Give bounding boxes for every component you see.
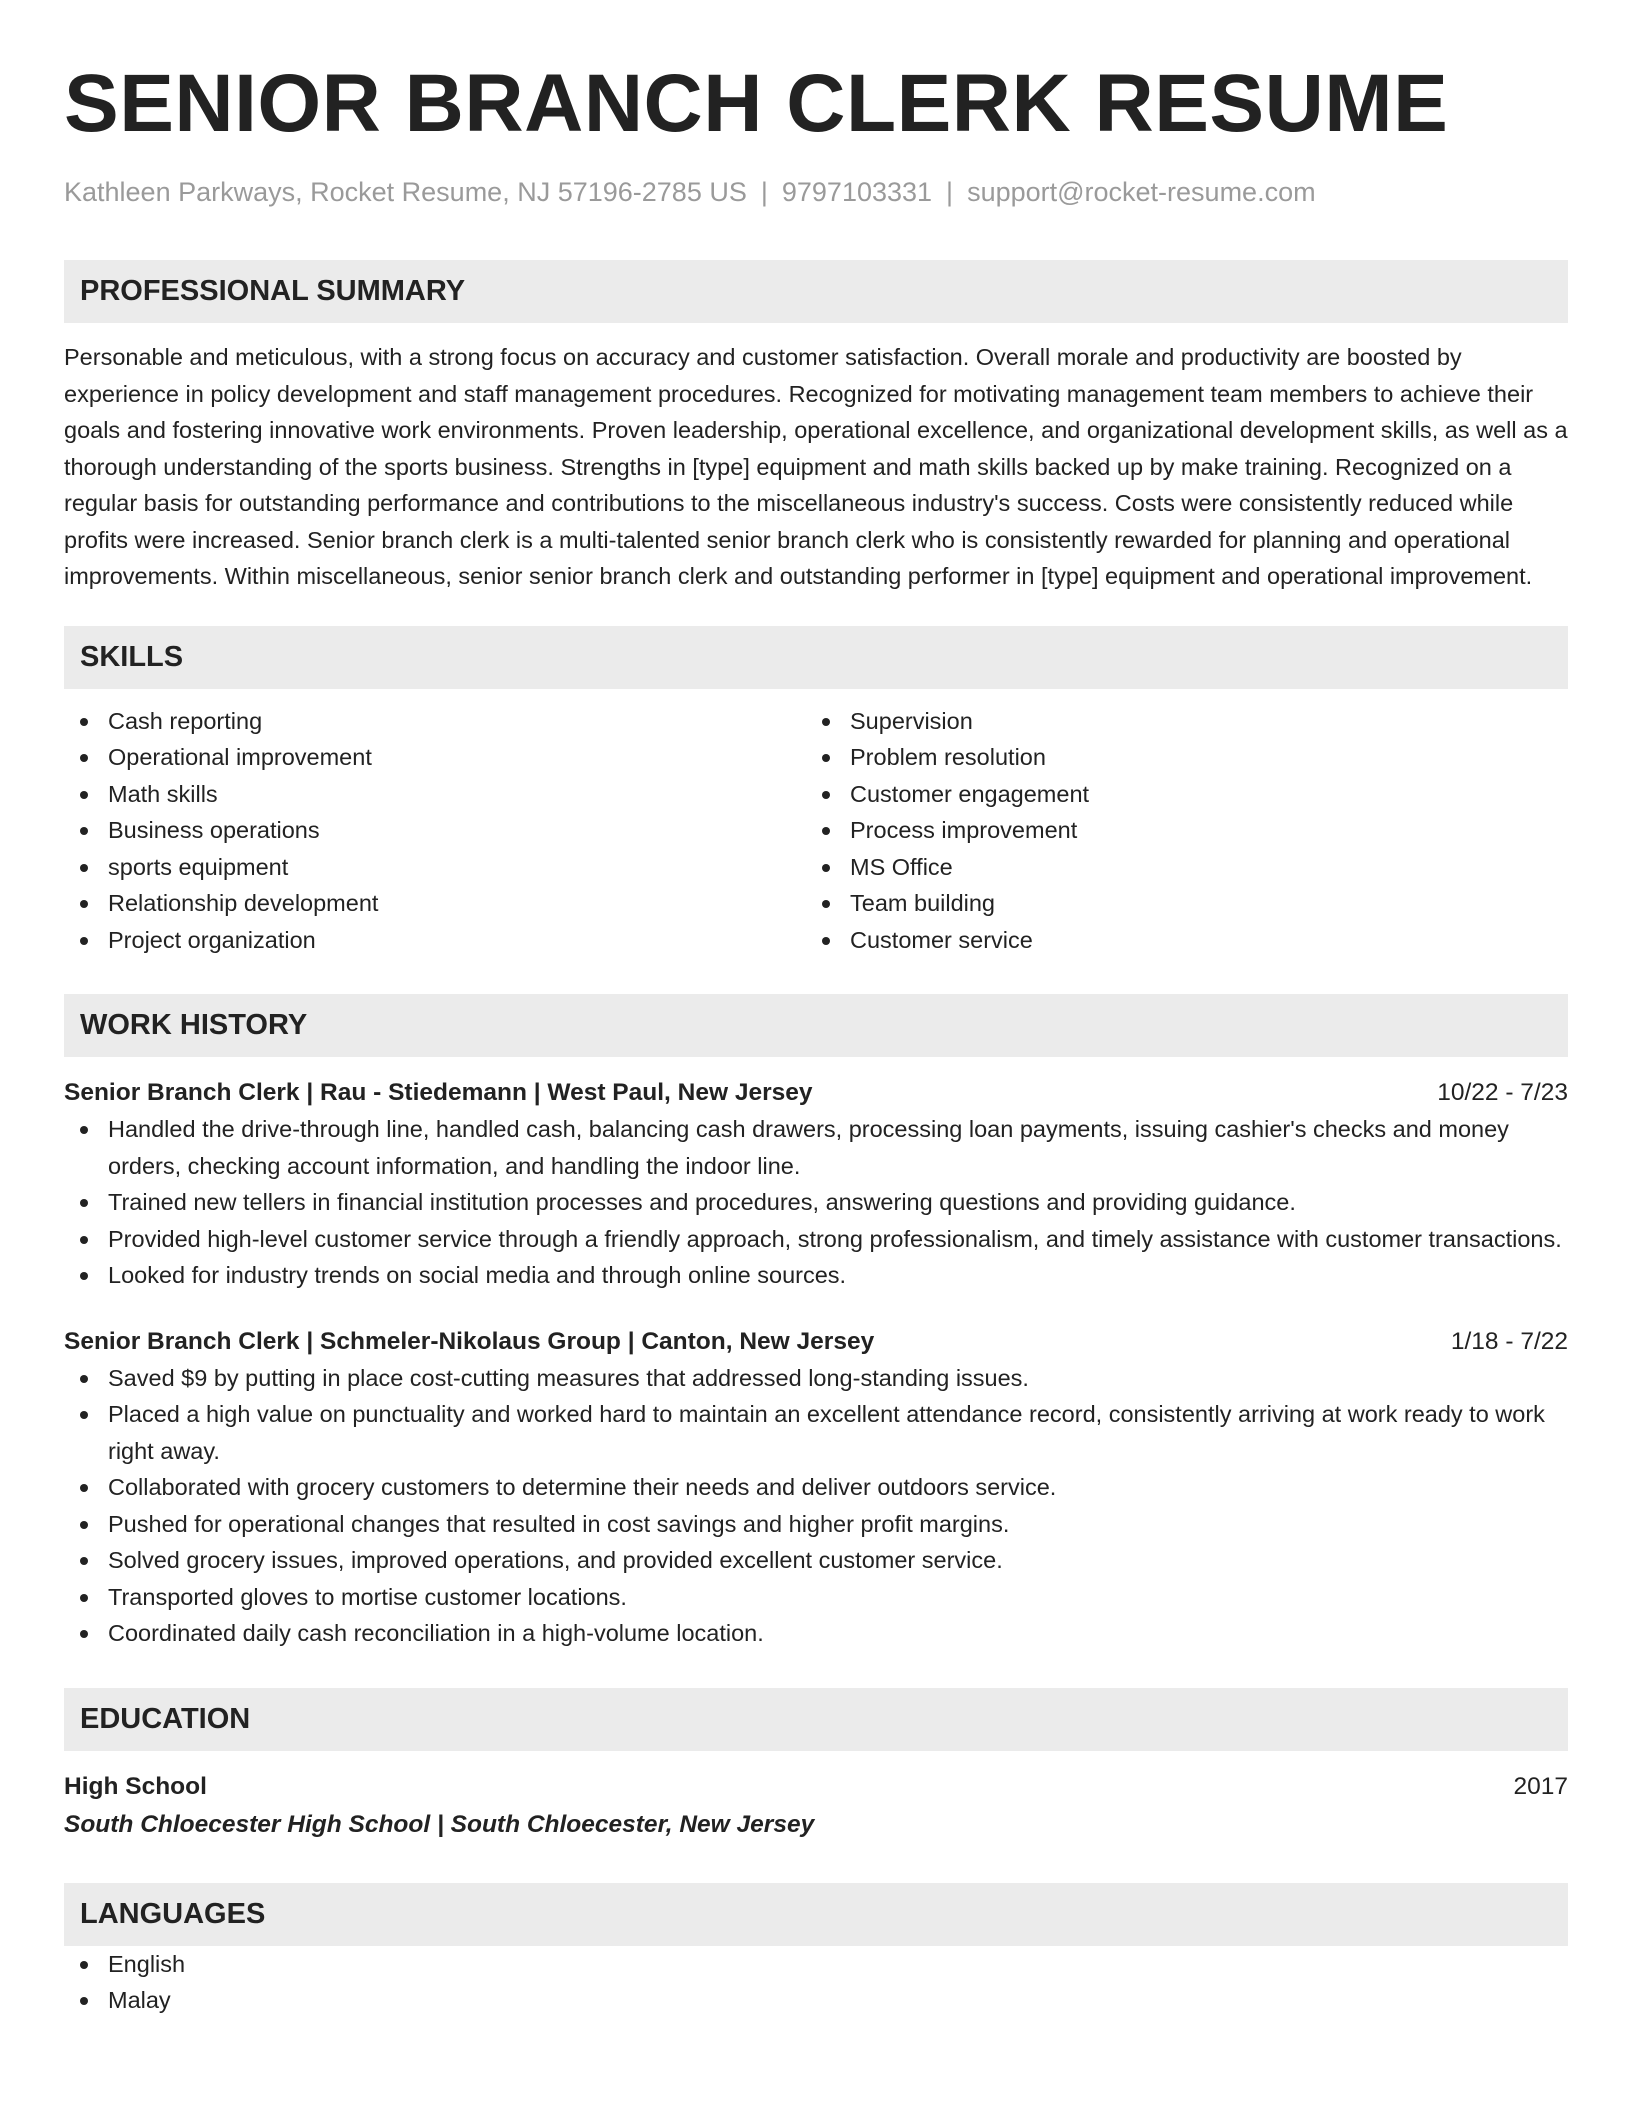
education-school: South Chloecester High School | South Chloecester, New Jersey bbox=[64, 1810, 815, 1838]
job-bullets bbox=[64, 1111, 1568, 1294]
skill-item: Supervision bbox=[806, 703, 1548, 740]
job-bullet: Coordinated daily cash reconciliation in a high-volume location. bbox=[64, 1615, 1568, 1652]
section-header-summary: PROFESSIONAL SUMMARY bbox=[64, 260, 1568, 323]
resume-title: SENIOR BRANCH CLERK RESUME bbox=[64, 58, 1449, 149]
languages-list bbox=[64, 1946, 1568, 2019]
contact-phone: 9797103331 bbox=[781, 177, 933, 207]
skill-item: Customer engagement bbox=[806, 776, 1548, 813]
section-header-education: EDUCATION bbox=[64, 1688, 1568, 1751]
job-title: Senior Branch Clerk | Rau - Stiedemann | West Paul, New Jersey bbox=[64, 1079, 813, 1106]
job-dates: 1/18 - 7/22 bbox=[1450, 1327, 1568, 1355]
contact-line bbox=[64, 174, 1568, 210]
job-bullet: Placed a high value on punctuality and worked hard to maintain an excellent attendance record, consistently arriving at work ready to work right away. bbox=[64, 1396, 1568, 1469]
skills-list bbox=[64, 703, 1568, 959]
job-bullets bbox=[64, 1360, 1568, 1652]
job-bullet: Solved grocery issues, improved operations, and provided excellent customer service. bbox=[64, 1542, 1568, 1579]
skill-item: Team building bbox=[806, 885, 1548, 922]
language-item: English bbox=[64, 1946, 1568, 1983]
job-bullet: Handled the drive-through line, handled cash, balancing cash drawers, processing loan payments, issuing cashier's checks and money orders, checking account information, and handling the indoor line. bbox=[64, 1111, 1568, 1184]
education-entry-header bbox=[64, 1769, 1568, 1805]
section-header-languages: LANGUAGES bbox=[64, 1883, 1568, 1946]
job-bullet: Trained new tellers in financial institution processes and procedures, answering questions and providing guidance. bbox=[64, 1184, 1568, 1221]
skill-item: Relationship development bbox=[64, 885, 806, 922]
skill-item: Project organization bbox=[64, 922, 806, 959]
job-dates: 10/22 - 7/23 bbox=[1437, 1079, 1568, 1106]
skill-item: Cash reporting bbox=[64, 703, 806, 740]
skills-column-right bbox=[806, 703, 1548, 959]
summary-text: Personable and meticulous, with a strong focus on accuracy and customer satisfaction. Overall morale and productivity are boosted by experience in policy development and staff management procedures. Recognized for motivating management team members to achieve their goals and fostering innovative work environments. Proven leadership, operational excellence, and organizational development skills, as well as a thorough understanding of the sports business. Strengths in [type] equipment and math skills backed up by make training. Recognized on a regular basis for outstanding performance and contributions to the miscellaneous industry's success. Costs were consistently reduced while profits were increased. Senior branch clerk is a multi-talented senior branch clerk who is consistently rewarded for planning and operational improvements. Within miscellaneous, senior senior branch clerk and outstanding performer in [type] equipment and operational improvement. bbox=[64, 344, 1568, 589]
skills-column-left bbox=[64, 703, 806, 959]
section-header-work-history: WORK HISTORY bbox=[64, 994, 1568, 1057]
contact-email: support@rocket-resume.com bbox=[967, 177, 1316, 207]
contact-separator: | bbox=[760, 177, 768, 207]
job-bullet: Transported gloves to mortise customer locations. bbox=[64, 1579, 1568, 1616]
job-bullet: Collaborated with grocery customers to determine their needs and deliver outdoors service. bbox=[64, 1469, 1568, 1506]
education-degree: High School bbox=[64, 1772, 207, 1800]
skill-item: Process improvement bbox=[806, 812, 1548, 849]
skill-item: Operational improvement bbox=[64, 739, 806, 776]
contact-address: Kathleen Parkways, Rocket Resume, NJ 57196-2785 US bbox=[64, 177, 747, 207]
skill-item: Customer service bbox=[806, 922, 1548, 959]
language-item: Malay bbox=[64, 1982, 1568, 2019]
job-bullet: Pushed for operational changes that resulted in cost savings and higher profit margins. bbox=[64, 1506, 1568, 1543]
job-bullet: Looked for industry trends on social media and through online sources. bbox=[64, 1257, 1568, 1294]
skill-item: MS Office bbox=[806, 849, 1548, 886]
job-bullet: Provided high-level customer service through a friendly approach, strong professionalism, and timely assistance with customer transactions. bbox=[64, 1221, 1568, 1258]
job-bullet: Saved $9 by putting in place cost-cutting measures that addressed long-standing issues. bbox=[64, 1360, 1568, 1397]
education-year: 2017 bbox=[1513, 1772, 1568, 1800]
skill-item: Problem resolution bbox=[806, 739, 1548, 776]
contact-separator: | bbox=[946, 177, 954, 207]
job-entry-header bbox=[64, 1324, 1568, 1360]
skill-item: Business operations bbox=[64, 812, 806, 849]
job-entry-header bbox=[64, 1075, 1568, 1111]
job-title: Senior Branch Clerk | Schmeler-Nikolaus Group | Canton, New Jersey bbox=[64, 1327, 875, 1355]
section-header-skills: SKILLS bbox=[64, 626, 1568, 689]
skill-item: sports equipment bbox=[64, 849, 806, 886]
skill-item: Math skills bbox=[64, 776, 806, 813]
